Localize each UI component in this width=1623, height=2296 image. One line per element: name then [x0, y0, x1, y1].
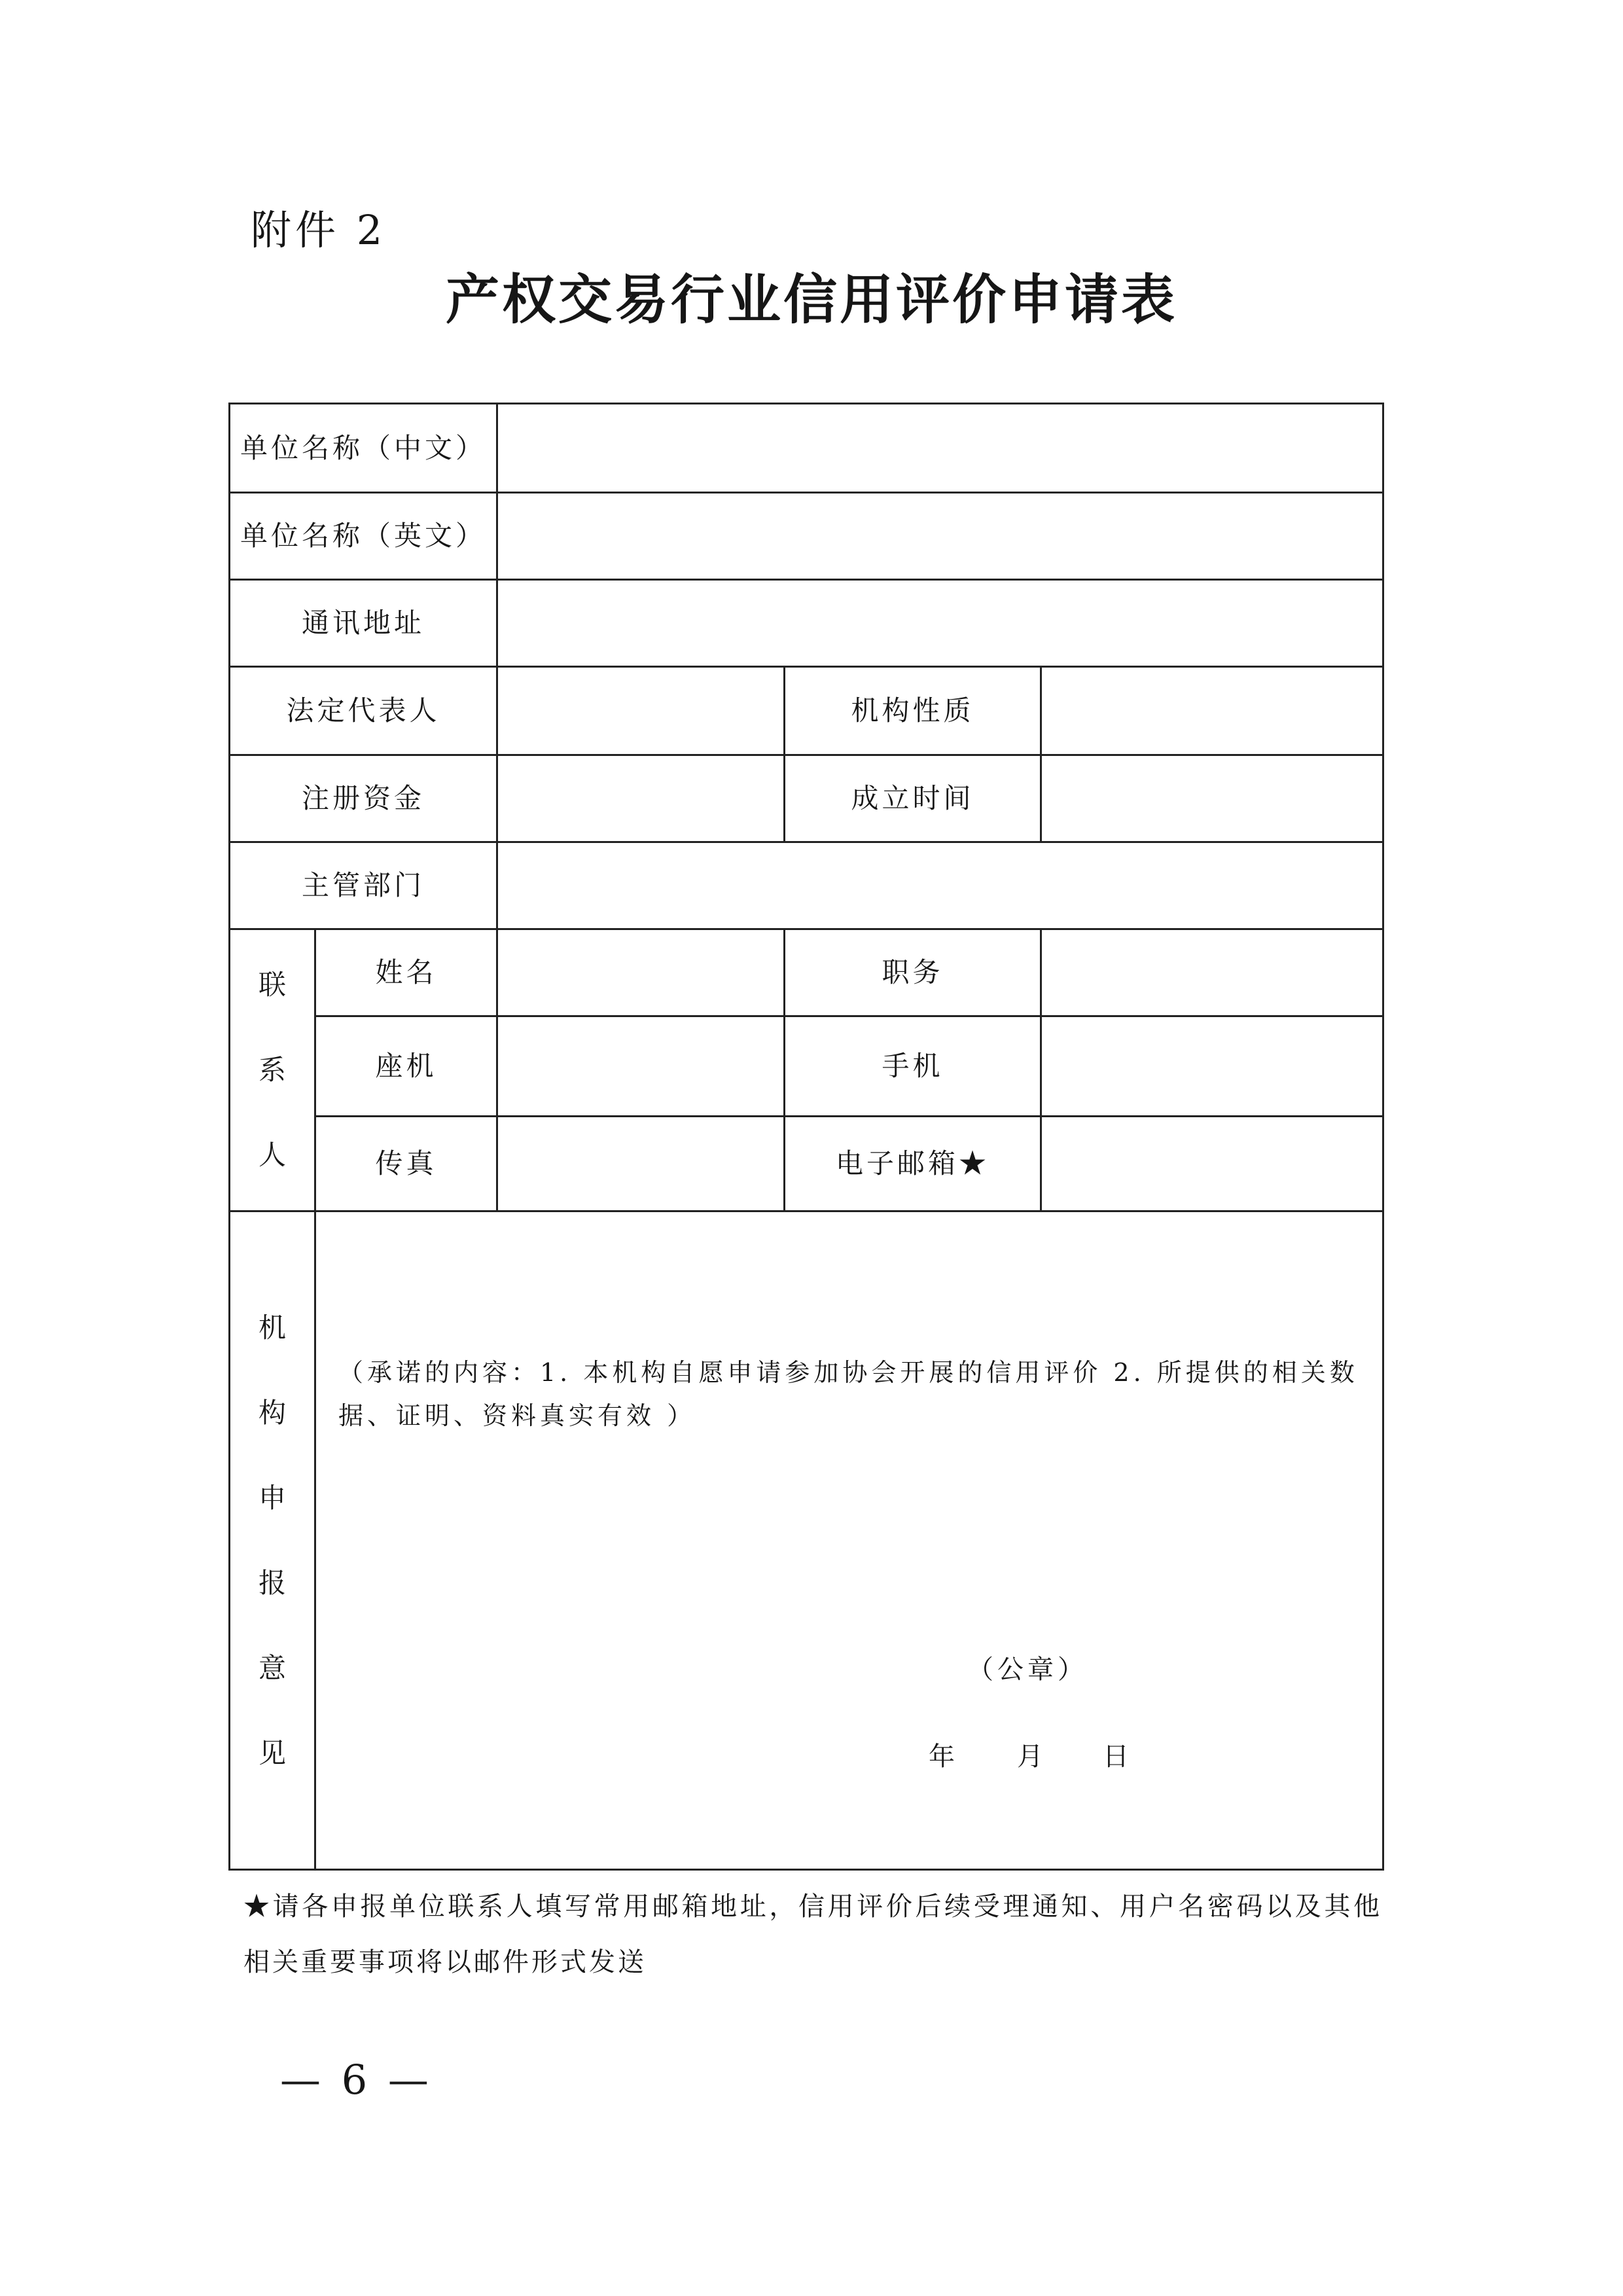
declaration-label-char: 报 [258, 1566, 286, 1599]
declaration-label-char: 申 [258, 1481, 286, 1514]
page-number: — 6 — [280, 2056, 433, 2104]
declaration-label-char: 机 [258, 1311, 286, 1344]
application-form-table [228, 403, 1384, 1871]
contact-email-label: 电子邮箱★ [785, 1117, 1041, 1211]
contact-group-char: 系 [258, 1054, 286, 1086]
org-name-cn-label: 单位名称（中文） [230, 404, 497, 493]
form-row-declaration [230, 1211, 1383, 1870]
legal-rep-label: 法定代表人 [230, 667, 497, 755]
contact-fax-label: 传真 [315, 1117, 497, 1211]
contact-group-label [230, 929, 315, 1211]
form-row-org-name-cn [230, 404, 1383, 493]
date-month-label: 月 [1017, 1742, 1043, 1772]
contact-group-char: 联 [258, 969, 286, 1001]
declaration-label-char: 构 [258, 1396, 286, 1429]
form-row-address [230, 580, 1383, 667]
contact-name-label: 姓名 [315, 929, 497, 1016]
contact-position-value [1041, 929, 1383, 1016]
form-title: 产权交易行业信用评价申请表 [445, 268, 1177, 331]
commitment-text: （承诺的内容：1. 本机构自愿申请参加协会开展的信用评价 2. 所提供的相关数据、证明、资料真实有效 ） [338, 1358, 1359, 1430]
form-row-contact-fax [230, 1117, 1383, 1211]
declaration-label-stack [230, 1312, 314, 1769]
authority-label: 主管部门 [230, 842, 497, 929]
contact-name-value [497, 929, 785, 1016]
footnote: ★请各申报单位联系人填写常用邮箱地址，信用评价后续受理通知、用户名密码以及其他相关重要事项将以邮件形式发送 [243, 1892, 1382, 1977]
org-name-en-label: 单位名称（英文） [230, 493, 497, 580]
contact-landline-label: 座机 [315, 1016, 497, 1117]
form-row-authority [230, 842, 1383, 929]
attachment-label: 附件 2 [251, 206, 387, 254]
seal-label: （公章） [967, 1655, 1088, 1685]
org-name-cn-value [497, 404, 1383, 493]
address-label: 通讯地址 [230, 580, 497, 667]
form-row-org-name-en [230, 493, 1383, 580]
contact-position-label: 职务 [785, 929, 1041, 1016]
established-value [1041, 755, 1383, 842]
contact-fax-value [497, 1117, 785, 1211]
date-day-label: 日 [1103, 1742, 1129, 1772]
contact-email-value [1041, 1117, 1383, 1211]
declaration-label-char: 见 [258, 1736, 286, 1769]
contact-group-stack [230, 969, 314, 1171]
contact-mobile-label: 手机 [785, 1016, 1041, 1117]
org-type-label: 机构性质 [785, 667, 1041, 755]
org-type-value [1041, 667, 1383, 755]
form-row-legal-rep [230, 667, 1383, 755]
address-value [497, 580, 1383, 667]
form-row-contact-phone [230, 1016, 1383, 1117]
form-row-contact-name [230, 929, 1383, 1016]
date-year-label: 年 [929, 1742, 955, 1772]
contact-group-char: 人 [258, 1139, 286, 1171]
established-label: 成立时间 [785, 755, 1041, 842]
authority-value [497, 842, 1383, 929]
org-name-en-value [497, 493, 1383, 580]
registered-capital-label: 注册资金 [230, 755, 497, 842]
contact-landline-value [497, 1016, 785, 1117]
declaration-content [315, 1211, 1383, 1870]
registered-capital-value [497, 755, 785, 842]
contact-mobile-value [1041, 1016, 1383, 1117]
declaration-label-char: 意 [258, 1651, 286, 1684]
declaration-body [316, 1212, 1382, 1869]
form-row-capital [230, 755, 1383, 842]
legal-rep-value [497, 667, 785, 755]
declaration-label [230, 1211, 315, 1870]
